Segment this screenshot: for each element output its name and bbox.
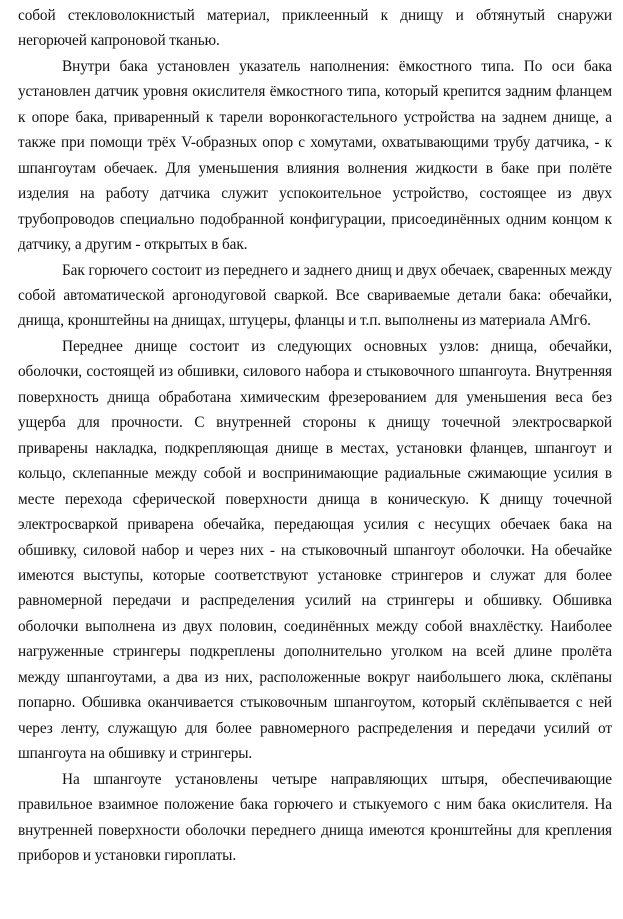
paragraph-frame-pins: На шпангоуте установлены четыре направляющих штыря, обеспечивающие правильное взаимное положение бака горючего и стыкуемого с ним бака окислителя. На внутренней поверхности оболочки переднего днища имеются кронштейны для крепления приборов и установки гироплаты. <box>18 770 612 864</box>
paragraph-fill-indicator: Внутри бака установлен указатель наполнения: ёмкостного типа. По оси бака установлен датчик уровня окислителя ёмкостного типа, который крепится задним фланцем к опоре бака, приваренный к тарели воронкогастельного устройства на заднем днище, а также при помощи трёх V-образных опор с хомутами, охватывающими трубу датчика, - к шпангоутам обечаек. Для уменьшения влияния волнения жидкости в баке при полёте изделия на работу датчика служит успокоительное устройство, состоящее из двух трубопроводов специально подобранной конфигурации, присоединённых одним концом к датчику, а другим - открытых в бак. <box>18 57 612 254</box>
paragraph-continuation: собой стекловолокнистый материал, приклеенный к днищу и обтянутый снаружи негорючей капроновой тканью. <box>18 7 612 50</box>
paragraph-fuel-tank: Бак горючего состоит из переднего и заднего днищ и двух обечаек, сваренных между собой автоматической аргонодуговой сваркой. Все свариваемые детали бака: обечайки, днища, кронштейны на днищах, штуцеры, фланцы и т.п. выполнены из материала АМг6. <box>18 261 612 330</box>
document-page <box>18 0 612 868</box>
paragraph-front-bottom: Переднее днище состоит из следующих основных узлов: днища, обечайки, оболочки, состоящей из обшивки, силового набора и стыковочного шпангоута. Внутренняя поверхность днища обработана химическим фрезерованием для уменьшения веса без ущерба для прочности. С внутренней стороны к днищу точечной электросваркой приварены накладка, подкрепляющая днище в местах, установки фланцев, шпангоут и кольцо, склепанные между собой и воспринимающие радиальные сжимающие усилия в месте перехода сферической поверхности днища в коническую. К днищу точечной электросваркой приварена обечайка, передающая усилия с несущих обечаек бака на обшивку, силовой набор и через них - на стыковочный шпангоут оболочки. На обечайке имеются выступы, которые соответствуют установке стрингеров и служат для более равномерной передачи и распределения усилий на стрингеры и обшивку. Обшивка оболочки выполнена из двух половин, соединённых между собой внахлёстку. Наиболее нагруженные стрингеры подкреплены дополнительно уголком на всей длине пролёта между шпангоутами, а два из них, расположенные вокруг наибольшего люка, склёпаны попарно. Обшивка оканчивается стыковочным шпангоутом, который склёпывается с ней через ленту, служащую для более равномерного распределения и передачи усилий от шпангоута на обшивку и стрингеры. <box>18 337 612 763</box>
